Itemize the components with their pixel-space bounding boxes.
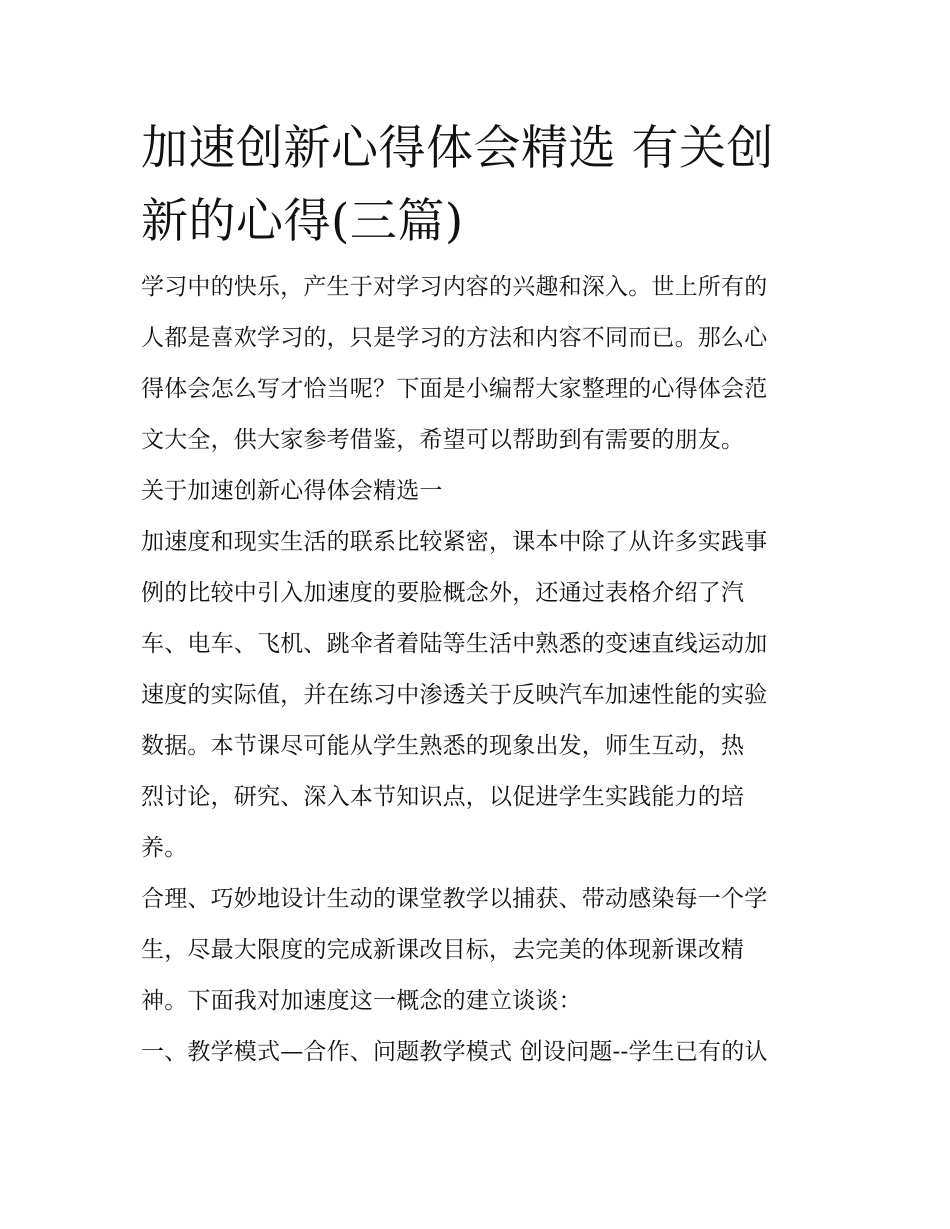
paragraph-line: 加速度和现实生活的联系比较紧密，课本中除了从许多实践事 — [141, 529, 768, 555]
intro-line: 文大全，供大家参考借鉴，希望可以帮助到有需要的朋友。 — [141, 427, 745, 453]
title-line: 新的心得(三篇) — [141, 194, 464, 249]
paragraph-line: 例的比较中引入加速度的要脸概念外，还通过表格介绍了汽 — [141, 580, 745, 606]
paragraph-line: 一、教学模式—合作、问题教学模式 创设问题--学生已有的认 — [141, 1039, 768, 1065]
paragraph-line: 烈讨论，研究、深入本节知识点，以促进学生实践能力的培 — [141, 784, 745, 810]
paragraph-line: 速度的实际值，并在练习中渗透关于反映汽车加速性能的实验 — [141, 682, 768, 708]
intro-line: 学习中的快乐，产生于对学习内容的兴趣和深入。世上所有的 — [141, 274, 768, 300]
paragraph-line: 生，尽最大限度的完成新课改目标，去完美的体现新课改精 — [141, 937, 745, 963]
title-line: 加速创新心得体会精选 有关创 — [141, 121, 774, 176]
section-heading: 关于加速创新心得体会精选一 — [141, 478, 443, 504]
paragraph-line: 神。下面我对加速度这一概念的建立谈谈： — [141, 988, 582, 1014]
intro-line: 人都是喜欢学习的，只是学习的方法和内容不同而已。那么心 — [141, 325, 768, 351]
document-body — [141, 262, 813, 1078]
document-page — [141, 112, 813, 1078]
paragraph-line: 养。 — [141, 835, 188, 861]
paragraph-line: 车、电车、飞机、跳伞者着陆等生活中熟悉的变速直线运动加 — [141, 631, 768, 657]
paragraph-line: 数据。本节课尽可能从学生熟悉的现象出发，师生互动，热 — [141, 733, 745, 759]
intro-line: 得体会怎么写才恰当呢？下面是小编帮大家整理的心得体会范 — [141, 376, 768, 402]
document-title — [141, 112, 813, 258]
paragraph-line: 合理、巧妙地设计生动的课堂教学以捕获、带动感染每一个学 — [141, 886, 768, 912]
